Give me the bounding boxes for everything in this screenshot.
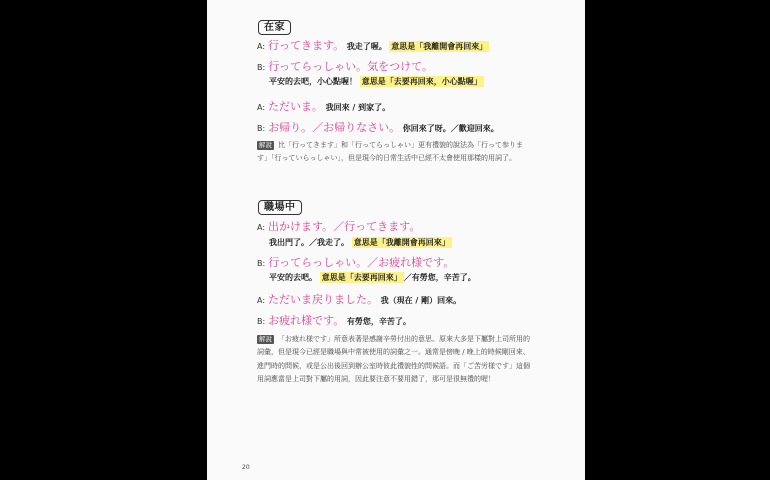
highlight-note: 意思是「去要再回來，小心點喔」 [361, 77, 482, 86]
explanation-text: 「お疲れ様です」所意表著是感謝辛勞付出的意思。原來大多是下屬對上司所用的詞彙，但是現今已經是職場與中常被使用的詞彙之一。通常是傍晚 / 晚上的時候剛回來、進門時的問候，或是公出後回到辦公室時彼此禮貌性的問候語。而「ご苦労様です」這個用詞應當是上司對下屬的用詞，因此要注意不要用錯了，那可是很無禮的喔！ [257, 335, 530, 383]
highlight-note: 意思是「我離開會再回來」 [391, 42, 488, 51]
translation: 你回來了呀。／歡迎回來。 [402, 124, 499, 133]
dialogue-line [257, 220, 420, 235]
japanese-phrase: ただいま。 [268, 100, 324, 113]
speaker-label: B: [257, 63, 266, 72]
translation: 有勞您，辛苦了。 [346, 317, 411, 326]
japanese-phrase: 行ってらっしゃい。／お疲れ様です。 [268, 256, 455, 269]
speaker-label: A: [257, 42, 266, 51]
speaker-label: A: [257, 296, 266, 305]
translation: 我（現在 / 剛）回來。 [380, 296, 462, 305]
translation-line [269, 75, 484, 89]
dialogue-line [257, 60, 433, 75]
translation: 我回來 / 到家了。 [325, 103, 391, 112]
highlight-note: 意思是「我離開會再回來」 [353, 238, 450, 247]
japanese-phrase: 行ってらっしゃい。気をつけて。 [268, 60, 433, 73]
dialogue-line [257, 256, 454, 271]
explanation-block [257, 139, 533, 166]
dialogue-line [257, 314, 411, 329]
speaker-label: B: [257, 259, 266, 268]
japanese-phrase: ただいま戻りました。 [268, 293, 379, 306]
translation: 我走了喔。 [346, 42, 387, 51]
japanese-phrase: お帰り。／お帰りなさい。 [268, 121, 401, 134]
translation: 平安的去吧。 [269, 273, 317, 282]
explanation-text: 比「行ってきます」和「行ってらっしゃい」更有禮貌的說法為「行って参ります」「行っていらっしゃい」，但是現今的日常生活中已經不太會使用那樣的用詞了。 [257, 141, 523, 163]
speaker-label: A: [257, 103, 266, 112]
translation-continued: ／有勞您，辛苦了。 [403, 273, 476, 282]
page-number: 20 [242, 464, 250, 471]
highlight-note: 意思是「去要再回來」 [321, 273, 402, 282]
speaker-label: B: [257, 317, 266, 326]
explanation-tag: 解說 [259, 141, 272, 149]
dialogue-line [257, 39, 489, 54]
translation: 我出門了。／我走了。 [269, 238, 349, 247]
japanese-phrase: 行ってきます。 [268, 39, 345, 52]
explanation-block [257, 333, 533, 386]
speaker-label: A: [257, 223, 266, 232]
dialogue-line [257, 100, 390, 115]
translation: 平安的去吧，小心點喔！ [269, 77, 357, 86]
japanese-phrase: 出かけます。／行ってきます。 [268, 220, 421, 233]
dialogue-line [257, 121, 499, 136]
dialogue-line [257, 293, 461, 308]
translation-line [269, 236, 452, 250]
section-title-office: 職場中 [258, 200, 302, 215]
book-page [207, 0, 585, 480]
speaker-label: B: [257, 124, 266, 133]
explanation-tag: 解說 [259, 335, 272, 343]
translation-line [269, 271, 476, 285]
japanese-phrase: お疲れ様です。 [268, 314, 345, 327]
section-title-home: 在家 [258, 20, 291, 35]
